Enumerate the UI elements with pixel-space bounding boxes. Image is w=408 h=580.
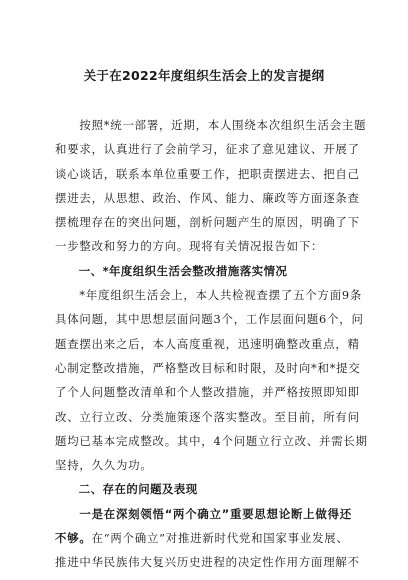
paragraph-line: 改、立行立改、分类施策逐个落实整改。至目前，所有问 [55,409,360,424]
paragraph-line: 摆梳理存在的突出问题，剖析问题产生的原因，明确了下 [55,215,360,230]
paragraph-line: 谈心谈话，联系本单位重要工作，把职责摆进去、把自己 [55,166,360,181]
paragraph-line: 摆进去，从思想、政治、作风、能力、廉政等方面逐条查 [55,190,360,205]
paragraph-line: 心制定整改措施，严格整改目标和时限，及时向*和*提交 [55,360,361,375]
paragraph-line: 坚持，久久为功。 [55,458,153,473]
paragraph-line: 题均已基本完成整改。其中，4个问题立行立改、并需长期 [55,433,368,448]
document-title: 关于在2022年度组织生活会上的发言提纲 [83,68,325,83]
section-heading-2: 二、存在的问题及表现 [55,482,198,497]
paragraph-line: 推进中华民族伟大复兴历史进程的决定性作用方面理解不 [55,555,360,570]
paragraph-line: 和要求，认真进行了会前学习，征求了意见建议、开展了 [55,142,360,157]
paragraph-line: 具体问题，其中思想层面问题3个，工作层面问题6个，问 [55,312,364,327]
paragraph-line: 了个人问题整改清单和个人整改措施，并严格按照即知即 [55,385,360,400]
paragraph-line [55,526,355,550]
section-heading-1: 一、*年度组织生活会整改措施落实情况 [55,263,288,278]
paragraph-line: 题查摆出来之后，本人高度重视，迅速明确整改重点，精 [55,336,360,351]
document-body [55,113,368,575]
point-one-lead: 一是在深刻领悟“两个确立”重要思想论断上做得还 [55,506,352,521]
paragraph-line: 按照*统一部署，近期，本人围绕本次组织生活会主题 [55,118,367,132]
paragraph-line: *年度组织生活会上，本人共检视查摆了五个方面9条 [55,288,363,303]
point-one-text: 在“两个确立”对推进新时代党和国家事业发展、 [91,531,349,546]
paragraph-line: 一步整改和努力的方向。现将有关情况报告如下： [55,239,324,254]
point-one-lead-end: 不够。 [55,531,92,546]
